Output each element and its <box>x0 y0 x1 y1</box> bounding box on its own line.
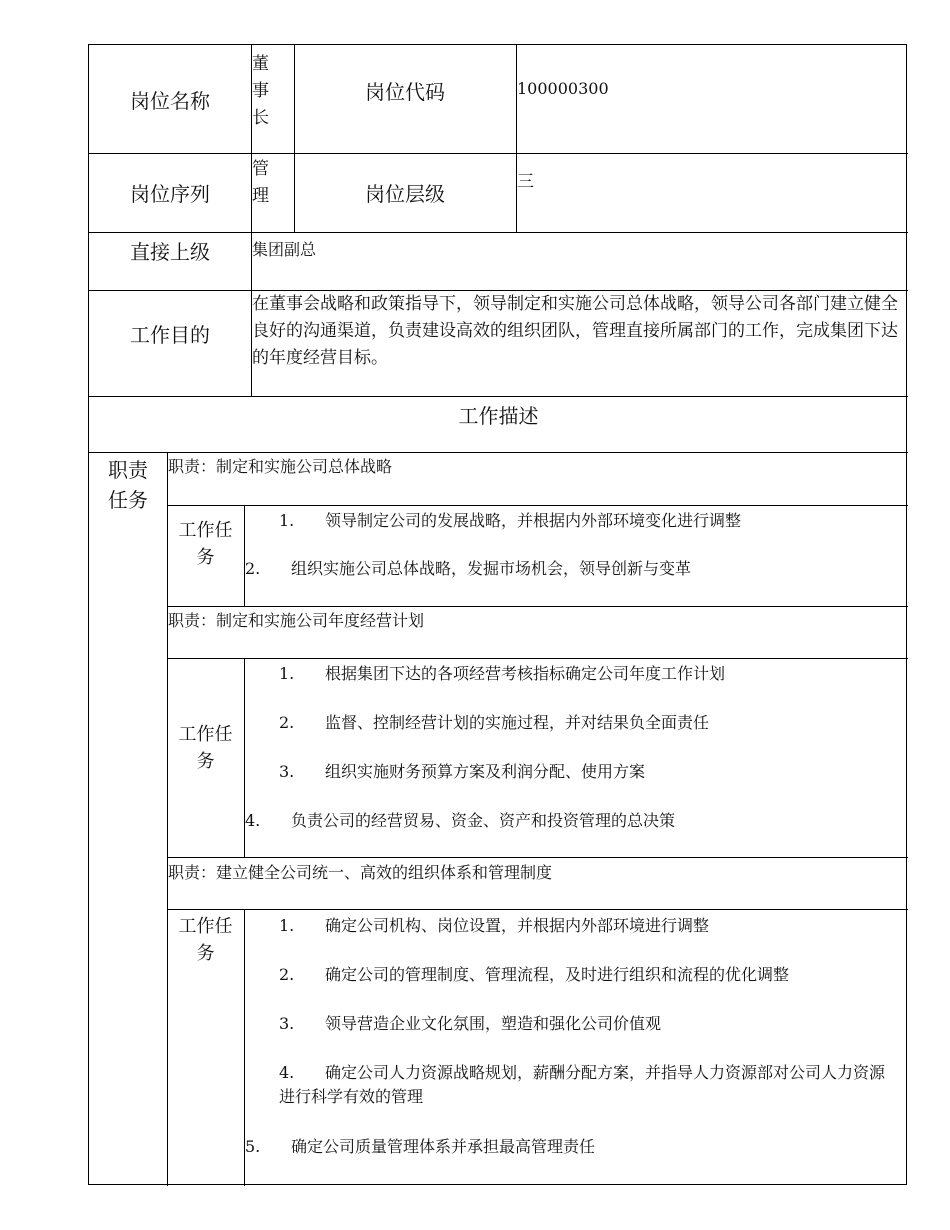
superior-label: 直接上级 <box>130 239 210 264</box>
sequence-label: 岗位序列 <box>130 182 210 206</box>
task-item: 4. 确定公司人力资源战略规划，薪酬分配方案，并指导人力资源部对公司人力资源进行科学有效的管理 <box>279 1063 886 1106</box>
duty-title: 职责：制定和实施公司总体战略 <box>168 457 393 476</box>
position-code-value: 100000300 <box>517 79 609 98</box>
task-item: 3. 组织实施财务预算方案及利润分配、使用方案 <box>279 762 646 781</box>
task-item: 4. 负责公司的经营贸易、资金、资产和投资管理的总决策 <box>245 811 676 830</box>
description-title: 工作描述 <box>458 403 539 428</box>
task-item: 2. 确定公司的管理制度、管理流程，及时进行组织和流程的优化调整 <box>279 965 790 984</box>
duty-title: 职责：建立健全公司统一、高效的组织体系和管理制度 <box>168 863 553 882</box>
task-item: 1. 确定公司机构、岗位设置，并根据内外部环境进行调整 <box>279 916 710 935</box>
duties-label: 职责任务 <box>108 458 148 512</box>
task-item: 2. 监督、控制经营计划的实施过程，并对结果负全面责任 <box>279 713 710 732</box>
sequence-value: 管理 <box>252 159 269 206</box>
purpose-label: 工作目的 <box>130 322 210 347</box>
position-code-label: 岗位代码 <box>365 79 445 104</box>
level-value: 三 <box>517 172 534 192</box>
task-item: 2. 组织实施公司总体战略，发掘市场机会，领导创新与变革 <box>245 559 692 578</box>
purpose-value: 在董事会战略和政策指导下，领导制定和实施公司总体战略，领导公司各部门建立健全良好的沟通渠道，负责建设高效的组织团队，管理直接所属部门的工作，完成集团下达的年度经营目标。 <box>252 294 898 368</box>
position-name-value: 董事长 <box>252 54 269 128</box>
duty-title: 职责：制定和实施公司年度经营计划 <box>168 611 425 630</box>
task-item: 5. 确定公司质量管理体系并承担最高管理责任 <box>245 1137 596 1156</box>
task-item: 3. 领导营造企业文化氛围，塑造和强化公司价值观 <box>279 1014 662 1033</box>
task-label: 工作任务 <box>178 916 233 964</box>
job-description-table <box>88 44 907 1185</box>
position-name-label: 岗位名称 <box>130 88 210 113</box>
level-label: 岗位层级 <box>365 182 445 206</box>
task-item: 1. 根据集团下达的各项经营考核指标确定公司年度工作计划 <box>279 664 726 683</box>
task-item: 1. 领导制定公司的发展战略，并根据内外部环境变化进行调整 <box>279 511 742 530</box>
task-label: 工作任务 <box>178 520 233 568</box>
task-label: 工作任务 <box>178 724 233 772</box>
superior-value: 集团副总 <box>252 240 317 259</box>
